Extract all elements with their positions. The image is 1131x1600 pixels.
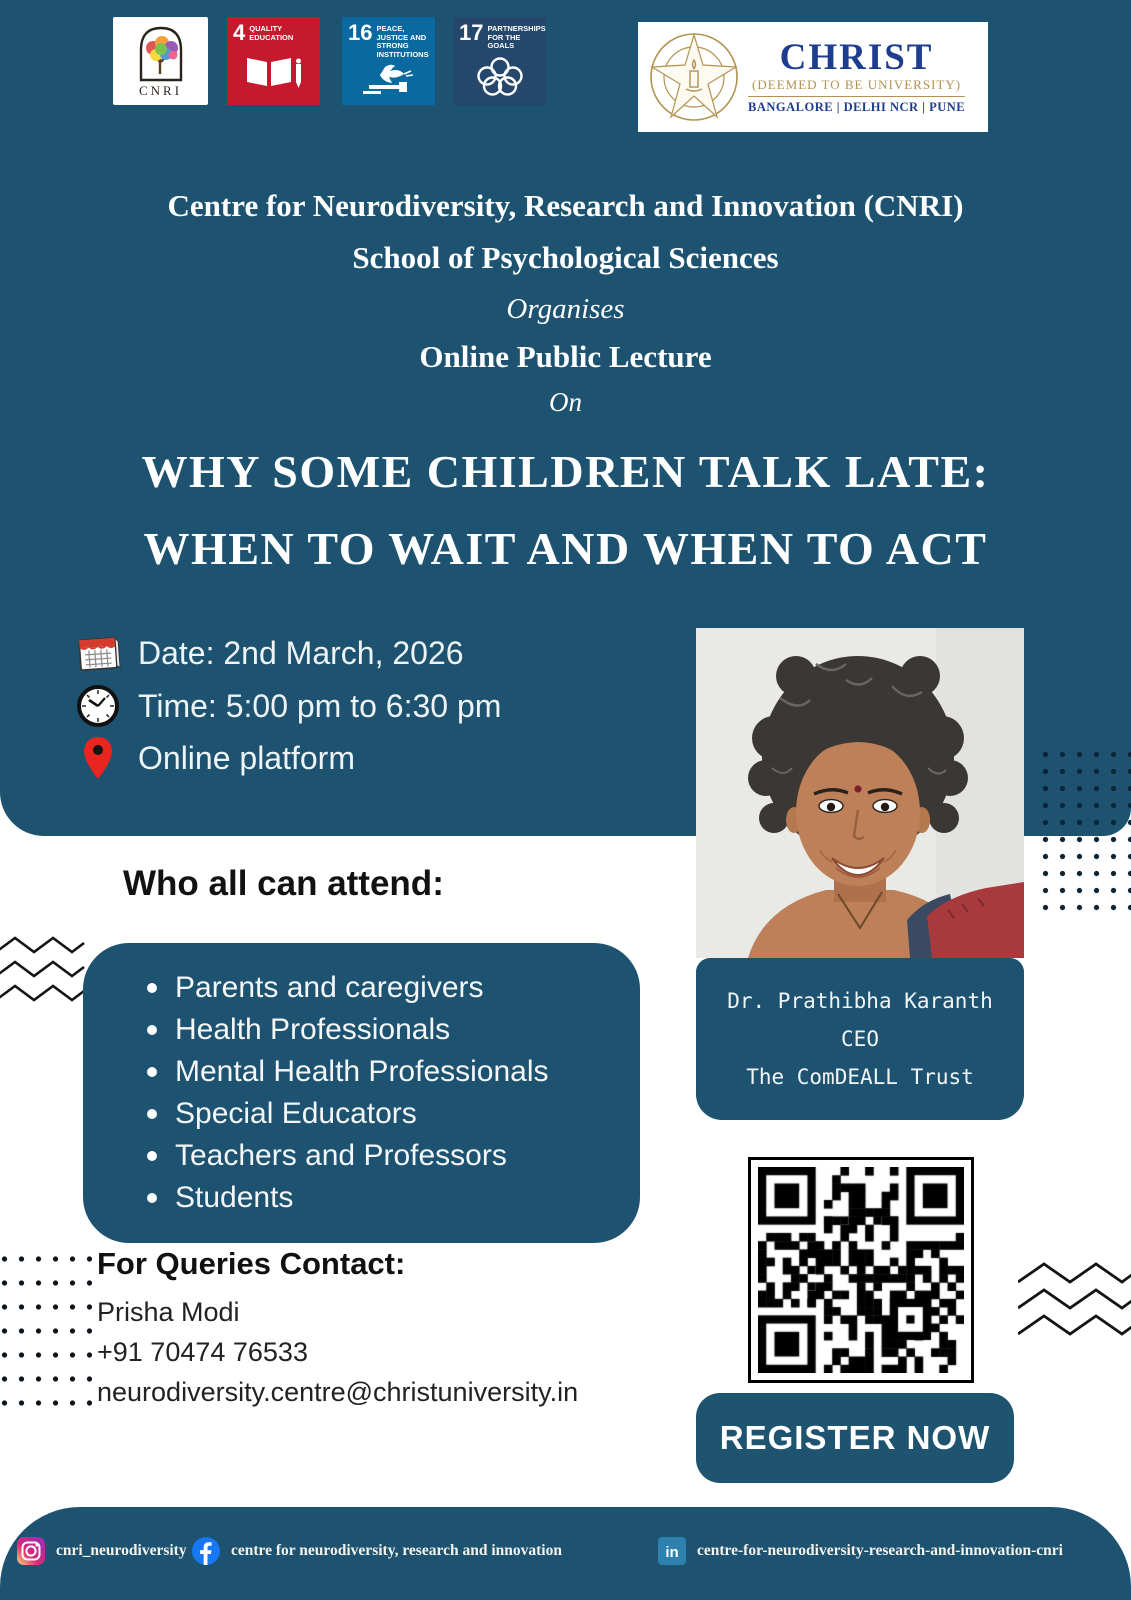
list-item: Special Educators [145, 1097, 630, 1131]
registration-qr-code [748, 1157, 974, 1383]
event-title-line2: WHEN TO WAIT AND WHEN TO ACT [143, 523, 988, 574]
list-item: Health Professionals [145, 1013, 630, 1047]
sdg17-label: PARTNERSHIPS FOR THE GOALS [487, 24, 546, 50]
event-title-line1: WHY SOME CHILDREN TALK LATE: [141, 446, 990, 497]
cnri-logo-label: CNRI [138, 82, 183, 98]
linkedin-icon [658, 1537, 686, 1565]
christ-star-emblem-icon [646, 29, 742, 125]
dot-grid-decoration-right [1037, 746, 1131, 914]
calendar-icon [75, 630, 121, 676]
linkedin-icon-glyph: in [665, 1544, 679, 1561]
facebook-link[interactable] [192, 1537, 562, 1565]
sdg16-number: 16 [348, 20, 373, 45]
attendees-card [83, 943, 640, 1243]
sdg4-number: 4 [233, 20, 246, 45]
clock-icon [75, 684, 121, 728]
organises-word: Organises [506, 293, 625, 325]
zigzag-decoration-left [0, 934, 86, 1006]
time-text: Time: 5:00 pm to 6:30 pm [138, 687, 502, 724]
sdg4-logo [227, 17, 320, 105]
christ-campuses-label: BANGALORE | DELHI NCR | PUNE [748, 96, 965, 115]
sdg17-number: 17 [459, 20, 484, 45]
speaker-photo [696, 628, 1024, 958]
attendee-list [145, 971, 630, 1215]
speaker-org: The ComDEALL Trust [746, 1065, 974, 1089]
sdg16-logo [342, 17, 435, 105]
attend-heading: Who all can attend: [123, 864, 444, 903]
linkedin-page-name: centre-for-neurodiversity-research-and-innovation-cnri [697, 1542, 1063, 1559]
speaker-card [696, 958, 1024, 1120]
platform-text: Online platform [138, 739, 355, 776]
contact-block [97, 1246, 578, 1412]
organiser-line1: Centre for Neurodiversity, Research and Innovation (CNRI) [167, 188, 964, 223]
interlocking-circles-icon [472, 55, 528, 97]
sdg17-logo [453, 17, 546, 105]
speaker-name: Dr. Prathibha Karanth [727, 989, 993, 1013]
instagram-icon [17, 1537, 45, 1565]
instagram-link[interactable] [17, 1537, 187, 1565]
list-item: Parents and caregivers [145, 971, 630, 1005]
book-and-pencil-icon [243, 54, 305, 90]
contact-heading: For Queries Contact: [97, 1246, 406, 1281]
facebook-icon [192, 1537, 220, 1565]
list-item: Teachers and Professors [145, 1139, 630, 1173]
linkedin-link[interactable] [658, 1537, 1063, 1565]
list-item: Mental Health Professionals [145, 1055, 630, 1089]
sdg4-label: QUALITY EDUCATION [249, 24, 294, 42]
christ-name: CHRIST [779, 36, 934, 78]
christ-deemed-label: (DEEMED TO BE UNIVERSITY) [752, 76, 962, 92]
sdg16-label: PEACE, JUSTICE AND STRONG INSTITUTIONS [376, 24, 429, 59]
register-now-button[interactable]: REGISTER NOW [696, 1393, 1014, 1483]
christ-university-logo [638, 22, 988, 132]
instagram-handle: cnri_neurodiversity [56, 1542, 187, 1559]
cnri-tree-arch-icon [129, 24, 193, 82]
event-type: Online Public Lecture [419, 339, 712, 374]
dove-on-gavel-icon [359, 63, 419, 97]
on-word: On [549, 387, 582, 417]
contact-email: neurodiversity.centre@christuniversity.in [97, 1377, 579, 1407]
qr-canvas [758, 1167, 964, 1373]
contact-name: Prisha Modi [97, 1297, 240, 1327]
speaker-role: CEO [841, 1027, 879, 1051]
dot-grid-decoration-left [0, 1247, 92, 1423]
contact-phone: +91 70474 76533 [97, 1337, 308, 1367]
zigzag-decoration-right [1018, 1262, 1131, 1338]
organiser-line2: School of Psychological Sciences [352, 240, 779, 275]
facebook-page-name: centre for neurodiversity, research and innovation [231, 1542, 562, 1559]
cnri-logo [113, 17, 208, 105]
platform-row [75, 736, 355, 780]
time-row [75, 684, 501, 728]
date-row [75, 630, 464, 676]
location-pin-icon [75, 736, 121, 780]
list-item: Students [145, 1181, 630, 1215]
date-text: Date: 2nd March, 2026 [138, 634, 464, 671]
